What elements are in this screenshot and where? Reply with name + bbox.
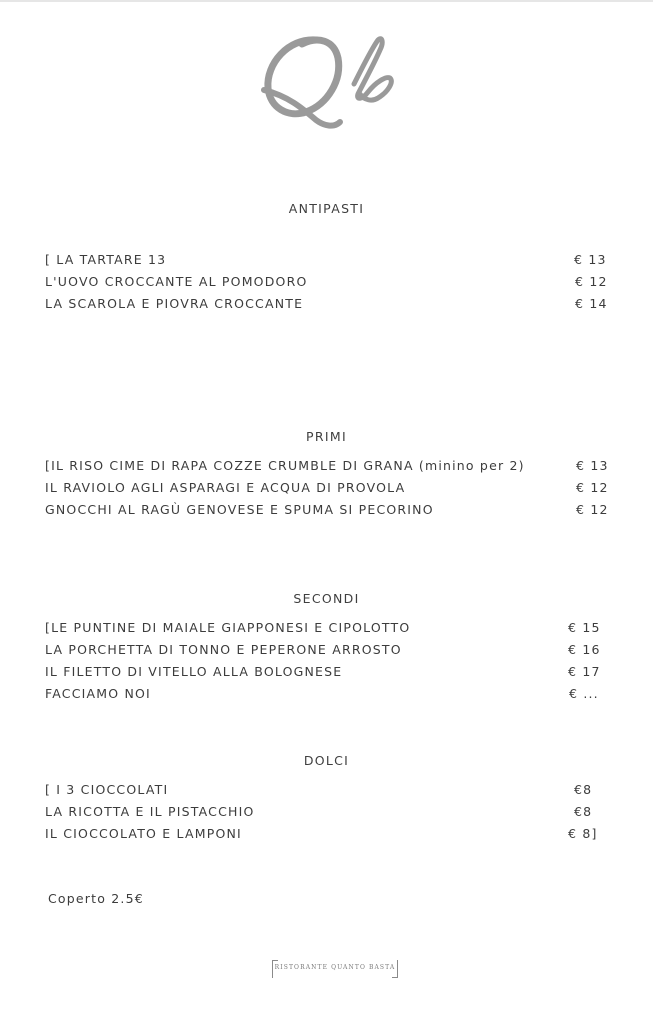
section-title-dolci: DOLCI bbox=[303, 753, 350, 768]
menu-item bbox=[45, 618, 605, 638]
menu-item bbox=[45, 824, 605, 844]
menu-item-name: L'UOVO CROCCANTE AL POMODORO bbox=[45, 274, 308, 289]
menu-item-name: FACCIAMO NOI bbox=[45, 686, 151, 701]
menu-item-name: [LE PUNTINE DI MAIALE GIAPPONESI E CIPOLOTTO bbox=[45, 620, 411, 635]
menu-item bbox=[45, 780, 605, 800]
menu-item-price: €8 bbox=[574, 804, 593, 819]
menu-item-name: LA RICOTTA E IL PISTACCHIO bbox=[45, 804, 255, 819]
menu-item bbox=[45, 456, 609, 476]
section-title-primi: PRIMI bbox=[306, 429, 347, 444]
footer-brand-text: RISTORANTE QUANTO BASTA bbox=[274, 964, 396, 971]
menu-item-price: € 13 bbox=[576, 458, 609, 473]
top-border bbox=[0, 0, 653, 2]
menu-item-price: €8 bbox=[574, 782, 593, 797]
menu-item-name: [IL RISO CIME DI RAPA COZZE CRUMBLE DI GRANA (minino per 2) bbox=[45, 458, 525, 473]
menu-item-name: [ LA TARTARE 13 bbox=[45, 252, 167, 267]
menu-item-name: [ I 3 CIOCCOLATI bbox=[45, 782, 169, 797]
menu-item-name: IL FILETTO DI VITELLO ALLA BOLOGNESE bbox=[45, 664, 343, 679]
menu-item-price: € 14 bbox=[575, 296, 608, 311]
menu-item bbox=[45, 500, 609, 520]
menu-item bbox=[45, 250, 605, 270]
menu-item bbox=[45, 802, 605, 822]
menu-item bbox=[45, 272, 608, 292]
menu-item bbox=[45, 640, 605, 660]
footer-brand-mark bbox=[272, 960, 398, 978]
menu-item-price: € 8] bbox=[568, 826, 598, 841]
menu-item-name: IL RAVIOLO AGLI ASPARAGI E ACQUA DI PROVOLA bbox=[45, 480, 406, 495]
menu-item bbox=[45, 294, 608, 314]
menu-item-name: LA PORCHETTA DI TONNO E PEPERONE ARROSTO bbox=[45, 642, 402, 657]
menu-item-price: € ... bbox=[569, 686, 599, 701]
menu-item-price: € 15 bbox=[568, 620, 601, 635]
menu-item-name: GNOCCHI AL RAGÙ GENOVESE E SPUMA SI PECORINO bbox=[45, 502, 434, 517]
menu-item-price: € 16 bbox=[568, 642, 601, 657]
menu-item-price: € 12 bbox=[576, 480, 609, 495]
section-title-antipasti: ANTIPASTI bbox=[288, 201, 365, 216]
menu-item-price: € 13 bbox=[574, 252, 607, 267]
cover-charge: Coperto 2.5€ bbox=[48, 891, 144, 906]
menu-item-price: € 12 bbox=[576, 502, 609, 517]
qb-logo bbox=[258, 28, 398, 132]
menu-item-price: € 17 bbox=[568, 664, 601, 679]
menu-item-name: IL CIOCCOLATO E LAMPONI bbox=[45, 826, 242, 841]
menu-item bbox=[45, 662, 605, 682]
menu-item-name: LA SCAROLA E PIOVRA CROCCANTE bbox=[45, 296, 304, 311]
section-title-secondi: SECONDI bbox=[293, 591, 360, 606]
menu-item bbox=[45, 684, 605, 704]
menu-item bbox=[45, 478, 609, 498]
menu-item-price: € 12 bbox=[575, 274, 608, 289]
